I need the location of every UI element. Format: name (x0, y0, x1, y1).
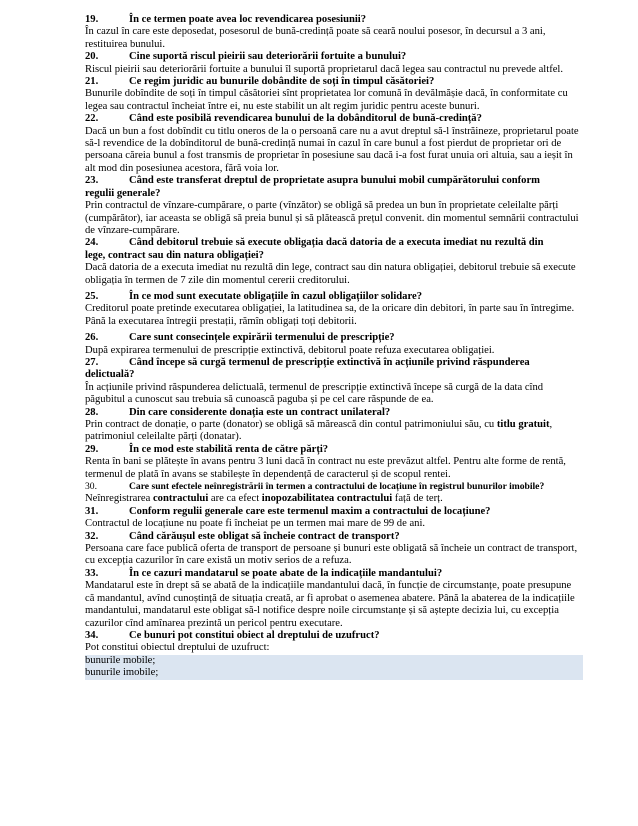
qa-item (85, 14, 583, 51)
answer: Dacă datoria de a executa imediat nu rezultă din lege, contract sau din natura obligației, debitorul trebuie să execute obligația în termen de 7 zile din momentul cererii creditorului. (85, 262, 576, 286)
qa-item (85, 481, 583, 506)
qa-item (85, 357, 583, 407)
answer: Persoana care face publică oferta de transport de persoane și bunuri este obligată să încheie un contract de transport, cu excepția cazurilor în care există un motiv serios de a refuza. (85, 543, 578, 567)
question-number: 28. (85, 406, 99, 418)
question (85, 481, 583, 493)
question (85, 332, 583, 344)
answer: Riscul pieirii sau deteriorării fortuite a bunului îl suportă proprietarul dacă legea sau contractul nu prevede altfel. (85, 63, 564, 75)
question (85, 113, 583, 125)
question (85, 531, 583, 543)
list-item: bunurile mobile; (85, 655, 583, 667)
question-number: 32. (85, 530, 99, 542)
question (85, 14, 583, 26)
question-text: Ce bunuri pot constitui obiect al dreptului de uzufruct? (129, 629, 380, 641)
question-number: 29. (85, 443, 99, 455)
question (85, 407, 583, 419)
answer-bold: titlu gratuit (496, 419, 550, 430)
qa-item (85, 568, 583, 630)
qa-item (85, 506, 583, 531)
answer-text: Neînregistrarea (85, 493, 153, 505)
question-text: În ce mod este stabilită renta de către părți? (129, 443, 329, 455)
answer-text: Prin contract de donație, o parte (donator) se obligă să mărească din contul patrimoniului său, cu (85, 419, 497, 430)
question-number: 33. (85, 567, 99, 579)
question-number: 22. (85, 113, 99, 125)
question-number: 30. (85, 481, 97, 493)
answer: Mandatarul este în drept să se abată de la indicațiile mandantului dacă, în funcție de circumstanțe, poate presupune că mandantul, avînd cunoștință de situația creată, ar fi aprobat o asemenea abatere. Până la abaterea de la indicațiile mandantului, mandatarul este obligat să-l notifice despre noile circumstanțe și să aștepte decizia lui, cu excepția cazurilor cînd amînarea prezintă un pericol pentru executare. (85, 580, 575, 629)
qa-item (85, 76, 583, 113)
question (85, 568, 583, 580)
question-text: Când debitorul trebuie să execute obligația dacă datoria de a executa imediat nu rezultă din (129, 237, 544, 249)
question-text: Când începe să curgă termenul de prescripție extinctivă în acțiunile privind răspunderea (129, 356, 530, 368)
question-text: Care sunt consecințele expirării termenului de prescripție? (129, 332, 395, 344)
question (85, 76, 583, 88)
question-continuation: delictuală? (85, 369, 135, 381)
answer: Bunurile dobîndite de soți în timpul căsătoriei sînt proprietatea lor comună în devălmășie dacă, în conformitate cu legea sau contractul încheiat între ei, nu este stabilit un alt regim juridic pentru aceste bunuri. (85, 88, 568, 112)
answer: Pot constitui obiectul dreptului de uzufruct: (85, 642, 270, 654)
answer-text: are ca efect (208, 493, 262, 505)
answer: Creditorul poate pretinde executarea obligației, la latitudinea sa, de la oricare din debitori, în parte sau în întregime. Până la executarea întregii prestații, rămîn obligați toți debitorii. (85, 303, 575, 327)
answer-bold: inopozabilitatea contractului (261, 493, 393, 505)
question-continuation: regulii generale? (85, 187, 161, 199)
question (85, 175, 583, 187)
question-number: 24. (85, 237, 99, 249)
question-text: În ce mod sunt executate obligațiile în cazul obligațiilor solidare? (129, 290, 422, 302)
question (85, 506, 583, 518)
question-number: 31. (85, 505, 99, 517)
question-number: 20. (85, 51, 99, 63)
answer-text: , patrimoniul celeilalte părți (donatar). (85, 419, 553, 443)
question-text: Cine suportă riscul pieirii sau deteriorării fortuite a bunului? (129, 51, 407, 63)
question-number: 27. (85, 356, 99, 368)
answer: Prin contractul de vînzare-cumpărare, o parte (vînzător) se obligă să predea un bun în proprietate celeilalte părți (cumpărător), iar aceasta se obligă să preia bunul și să plătească prețul convenit. din momentul semnării contractului de vînzare-cumpărare. (85, 200, 579, 236)
qa-item (85, 332, 583, 357)
answer-bold: contractului (152, 493, 209, 505)
question (85, 237, 583, 249)
answer: În cazul în care este deposedat, posesorul de bună-credință poate să ceară noului posesor, în decursul a 3 ani, restituirea bunului. (85, 26, 546, 50)
question-number: 26. (85, 332, 99, 344)
question (85, 357, 583, 369)
question (85, 444, 583, 456)
question-number: 25. (85, 290, 99, 302)
qa-item (85, 444, 583, 481)
qa-item (85, 630, 583, 655)
qa-item (85, 237, 583, 287)
answer: După expirarea termenului de prescripție extinctivă, debitorul poate refuza executarea obligației. (85, 344, 495, 356)
question-number: 19. (85, 14, 99, 25)
question-text: În ce cazuri mandatarul se poate abate de la indicațiile mandantului? (129, 567, 443, 579)
question-number: 34. (85, 629, 99, 641)
question-text: Când cărăușul este obligat să încheie contract de transport? (129, 530, 400, 542)
question-text: Când este posibilă revendicarea bunului de la dobânditorul de bună-credință? (129, 113, 482, 125)
qa-item (85, 51, 583, 76)
answer: Renta în bani se plătește în avans pentru 3 luni dacă în contract nu este prevăzut altfel. Pentru alte forme de rentă, termenul de plată în avans se stabilește în dependență de caracterul și de scopul rentei. (85, 456, 566, 480)
answer: În acțiunile privind răspunderea delictuală, termenul de prescripție extinctivă începe să curgă de la data cînd păgubitul a cunoscut sau trebuia să cunoască paguba și pe cel care răspunde de ea. (85, 381, 544, 406)
answer: Dacă un bun a fost dobîndit cu titlu oneros de la o persoană care nu a avut dreptul să-l înstrăineze, proprietarul poate să-l revendice de la dobînditorul de bună-credință numai în cazul în care bunul a fost pierdut de proprietar ori de persoana căreia bunul a fost transmis de proprietar în posesiune sau dacă i-a fost furat unuia ori altuia, sau a ieșit în alt mod din posesiunea acestora, fără voia lor. (85, 125, 579, 174)
question-text: Ce regim juridic au bunurile dobândite de soți în timpul căsătoriei? (129, 76, 435, 88)
question-continuation: lege, contract sau din natura obligației? (85, 249, 264, 261)
qa-item (85, 175, 583, 237)
question (85, 630, 583, 642)
question-text: Conform regulii generale care este termenul maxim a contractului de locațiune? (129, 505, 491, 517)
answer: Contractul de locațiune nu poate fi încheiat pe un termen mai mare de 99 de ani. (85, 518, 426, 530)
question (85, 51, 583, 63)
question-number: 21. (85, 76, 99, 88)
question-text: Când este transferat dreptul de proprietate asupra bunului mobil cumpărătorului conform (129, 175, 541, 187)
qa-item (85, 531, 583, 568)
list-item: bunurile imobile; (85, 667, 583, 679)
question-text: Care sunt efectele neînregistrării în termen a contractului de locațiune în registrul bunurilor imobile? (129, 481, 545, 493)
question-number: 23. (85, 175, 99, 187)
answer-text: față de terț. (392, 493, 443, 505)
answer (85, 419, 583, 444)
question-text: În ce termen poate avea loc revendicarea posesiunii? (129, 14, 367, 25)
question-text: Din care considerente donația este un contract unilateral? (129, 406, 391, 418)
question (85, 291, 583, 303)
qa-item (85, 113, 583, 175)
answer (85, 493, 583, 505)
qa-item (85, 407, 583, 444)
qa-item (85, 291, 583, 328)
